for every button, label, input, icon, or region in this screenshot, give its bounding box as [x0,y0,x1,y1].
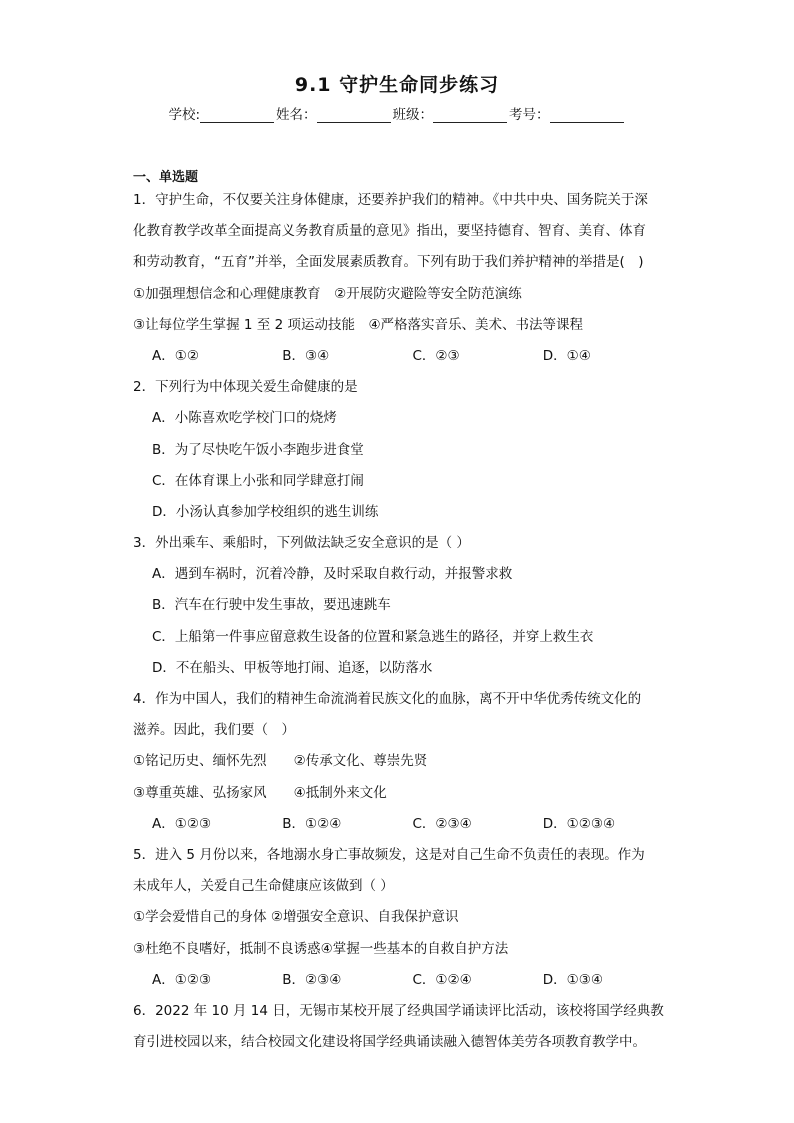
option-c[interactable]: C．②③④ [412,815,472,832]
question-stem-line: 和劳动教育，“五育”并举，全面发展素质教育。下列有助于我们养护精神的举措是( ) [133,254,644,271]
question-item-line: ③杜绝不良嗜好，抵制不良诱惑④掌握一些基本的自救自护方法 [133,940,509,957]
option-a[interactable]: A．①②③ [152,971,212,988]
answer-options [133,345,673,376]
question-item-line: ①学会爱惜自己的身体 ②增强安全意识、自我保护意识 [133,909,459,926]
option-d[interactable]: D．①④ [542,347,591,364]
question-item-line: ③尊重英雄、弘扬家风 ④抵制外来文化 [133,784,387,801]
option-d[interactable]: D．①③④ [542,971,603,988]
question-stem-line: 5．进入 5 月份以来，各地溺水身亡事故频发，这是对自己生命不负责任的表现。作为 [133,846,645,863]
option-d[interactable]: D．①②③④ [542,815,616,832]
option-b[interactable]: B．汽车在行驶中发生事故，要迅速跳车 [152,597,391,614]
question-4 [133,688,673,844]
question-stem-line: 6．2022 年 10 月 14 日，无锡市某校开展了经典国学诵读评比活动，该校将国学经典教 [133,1002,664,1019]
question-item-line: ③让每位学生掌握 1 至 2 项运动技能 ④严格落实音乐、美术、书法等课程 [133,316,584,333]
option-c[interactable]: C．①②④ [412,971,472,988]
question-stem-line: 1．守护生命，不仅要关注身体健康，还要养护我们的精神。《中共中央、国务院关于深 [133,192,648,208]
question-6 [133,1000,673,1062]
option-b[interactable]: B．③④ [282,347,330,364]
name-blank[interactable] [317,108,391,123]
option-d[interactable]: D．不在船头、甲板等地打闹、追逐，以防落水 [152,659,433,676]
class-label: 班级： [392,107,434,123]
option-b[interactable]: B．①②④ [282,815,342,832]
school-label: 学校: [168,107,201,123]
page-title: 9.1 守护生命同步练习 [294,74,500,96]
question-item-line: ①铭记历史、缅怀先烈 ②传承文化、尊崇先贤 [133,753,428,770]
section-heading: 一、单选题 [133,170,199,185]
option-c[interactable]: C．上船第一件事应留意救生设备的位置和紧急逃生的路径，并穿上救生衣 [152,628,594,645]
student-info-row [0,103,794,123]
exam-no-blank[interactable] [550,108,624,123]
question-stem-line: 未成年人，关爱自己生命健康应该做到（ ） [133,878,394,895]
answer-options [133,813,673,844]
question-5 [133,844,673,1000]
option-a[interactable]: A．①② [152,347,199,364]
school-blank[interactable] [200,108,274,123]
question-stem-line: 4．作为中国人，我们的精神生命流淌着民族文化的血脉，离不开中华优秀传统文化的 [133,691,642,707]
question-stem-line: 化教育教学改革全面提高义务教育质量的意见》指出，要坚持德育、智育、美育、体育 [133,223,646,240]
exam-no-label: 考号： [509,107,550,123]
question-stem-line: 2．下列行为中体现关爱生命健康的是 [133,379,358,396]
option-b[interactable]: B．为了尽快吃午饭小李跑步进食堂 [152,441,364,458]
answer-options [133,969,673,1000]
question-2 [133,376,673,532]
question-stem-line: 育引进校园以来，结合校园文化建设将国学经典诵读融入德智体美劳各项教育教学中。 [133,1034,646,1051]
question-stem-line: 3．外出乘车、乘船时，下列做法缺乏安全意识的是（ ） [133,535,470,552]
option-a[interactable]: A．小陈喜欢吃学校门口的烧烤 [152,410,337,427]
question-1 [133,189,673,376]
question-stem-line: 滋养。因此，我们要（ ） [133,722,295,739]
questions-list [133,189,673,1062]
option-a[interactable]: A．遇到车祸时，沉着冷静，及时采取自救行动，并报警求救 [152,566,513,583]
name-label: 姓名： [276,107,317,123]
option-a[interactable]: A．①②③ [152,815,212,832]
option-b[interactable]: B．②③④ [282,971,342,988]
question-3 [133,532,673,688]
option-d[interactable]: D．小汤认真参加学校组织的逃生训练 [152,503,379,520]
option-c[interactable]: C．②③ [412,347,460,364]
option-c[interactable]: C．在体育课上小张和同学肆意打闹 [152,472,364,489]
class-blank[interactable] [433,108,507,123]
question-item-line: ①加强理想信念和心理健康教育 ②开展防灾避险等安全防范演练 [133,285,522,302]
